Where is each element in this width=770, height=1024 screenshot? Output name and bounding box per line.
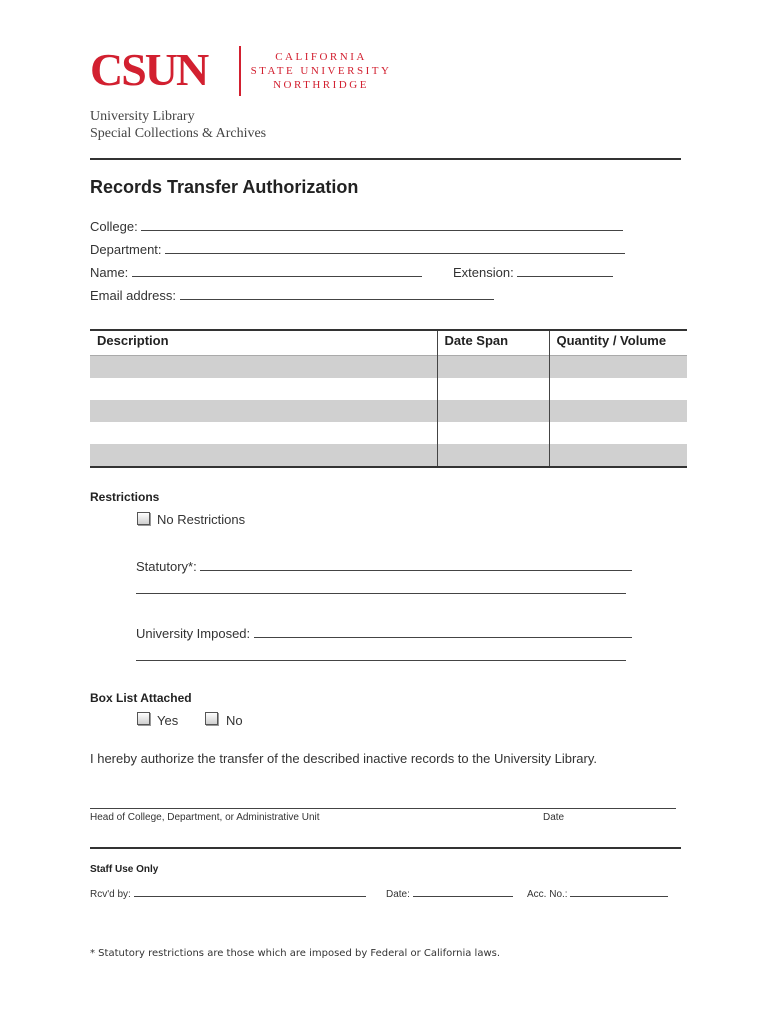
table-row bbox=[90, 400, 687, 422]
department-input-line[interactable] bbox=[165, 241, 625, 254]
table-row bbox=[90, 444, 687, 467]
university-imposed-input-line[interactable] bbox=[254, 625, 632, 638]
university-imposed-label: University Imposed: bbox=[136, 626, 251, 641]
rcvd-by-label: Rcv'd by: bbox=[90, 889, 131, 900]
column-date-span: Date Span bbox=[437, 330, 549, 356]
acc-no-field[interactable] bbox=[527, 887, 668, 900]
name-field[interactable] bbox=[90, 264, 422, 281]
college-label: College: bbox=[90, 219, 138, 234]
date-span-cell[interactable] bbox=[437, 422, 549, 444]
page-title: Records Transfer Authorization bbox=[90, 177, 359, 197]
restrictions-heading: Restrictions bbox=[90, 490, 160, 504]
description-cell[interactable] bbox=[90, 400, 437, 422]
box-list-no-label: No bbox=[226, 713, 243, 728]
date-span-cell[interactable] bbox=[437, 400, 549, 422]
statutory-field[interactable] bbox=[136, 558, 632, 575]
records-table bbox=[90, 329, 687, 468]
acc-no-label: Acc. No.: bbox=[527, 889, 568, 900]
description-cell[interactable] bbox=[90, 356, 437, 379]
staff-use-heading: Staff Use Only bbox=[90, 864, 159, 875]
csun-logo-wordmark: CSUN bbox=[90, 44, 208, 95]
signature-caption: Head of College, Department, or Administrative Unit bbox=[90, 812, 320, 823]
statutory-footnote: * Statutory restrictions are those which are imposed by Federal or California laws. bbox=[90, 948, 501, 959]
name-label: Name: bbox=[90, 265, 129, 280]
statutory-continuation-line[interactable] bbox=[136, 593, 626, 594]
no-restrictions-label: No Restrictions bbox=[157, 512, 246, 527]
logo-separator bbox=[239, 46, 241, 96]
staff-divider bbox=[90, 847, 681, 849]
college-field[interactable] bbox=[90, 218, 623, 235]
quantity-cell[interactable] bbox=[549, 444, 687, 467]
signature-line[interactable] bbox=[90, 808, 676, 809]
logo-line-northridge: NORTHRIDGE bbox=[273, 79, 369, 91]
department-name: Special Collections & Archives bbox=[90, 126, 267, 141]
department-label: Department: bbox=[90, 242, 162, 257]
header-divider bbox=[90, 158, 681, 160]
date-span-cell[interactable] bbox=[437, 378, 549, 400]
date-caption: Date bbox=[543, 812, 565, 823]
staff-date-label: Date: bbox=[386, 889, 410, 900]
column-description: Description bbox=[97, 333, 169, 348]
quantity-cell[interactable] bbox=[549, 400, 687, 422]
box-list-yes-checkbox[interactable] bbox=[137, 712, 150, 725]
authorization-statement: I hereby authorize the transfer of the described inactive records to the University Library. bbox=[90, 751, 598, 766]
acc-no-input-line[interactable] bbox=[570, 887, 668, 897]
date-span-cell[interactable] bbox=[437, 444, 549, 467]
box-list-yes-label: Yes bbox=[157, 713, 179, 728]
university-imposed-continuation-line[interactable] bbox=[136, 660, 626, 661]
email-input-line[interactable] bbox=[180, 287, 494, 300]
library-name: University Library bbox=[90, 109, 195, 124]
extension-label: Extension: bbox=[453, 265, 514, 280]
table-row bbox=[90, 422, 687, 444]
quantity-cell[interactable] bbox=[549, 378, 687, 400]
box-list-heading: Box List Attached bbox=[90, 691, 192, 705]
logo-line-california: CALIFORNIA bbox=[275, 51, 367, 63]
quantity-cell[interactable] bbox=[549, 422, 687, 444]
date-span-cell[interactable] bbox=[437, 356, 549, 379]
quantity-cell[interactable] bbox=[549, 356, 687, 379]
description-cell[interactable] bbox=[90, 378, 437, 400]
rcvd-by-input-line[interactable] bbox=[134, 887, 366, 897]
table-header-row bbox=[90, 330, 687, 356]
statutory-input-line[interactable] bbox=[200, 558, 632, 571]
staff-date-field[interactable] bbox=[386, 887, 513, 900]
college-input-line[interactable] bbox=[141, 218, 623, 231]
table-row bbox=[90, 378, 687, 400]
department-field[interactable] bbox=[90, 241, 625, 258]
description-cell[interactable] bbox=[90, 422, 437, 444]
logo-line-state-university: STATE UNIVERSITY bbox=[250, 65, 392, 77]
description-cell[interactable] bbox=[90, 444, 437, 467]
email-label: Email address: bbox=[90, 288, 176, 303]
university-imposed-field[interactable] bbox=[136, 625, 632, 642]
extension-field[interactable] bbox=[453, 264, 613, 281]
staff-date-input-line[interactable] bbox=[413, 887, 513, 897]
extension-input-line[interactable] bbox=[517, 264, 613, 277]
table-row bbox=[90, 356, 687, 379]
name-input-line[interactable] bbox=[132, 264, 422, 277]
email-field[interactable] bbox=[90, 287, 494, 304]
statutory-label: Statutory*: bbox=[136, 559, 197, 574]
column-quantity-volume: Quantity / Volume bbox=[549, 330, 687, 356]
rcvd-by-field[interactable] bbox=[90, 887, 366, 900]
no-restrictions-checkbox[interactable] bbox=[137, 512, 150, 525]
box-list-no-checkbox[interactable] bbox=[205, 712, 218, 725]
